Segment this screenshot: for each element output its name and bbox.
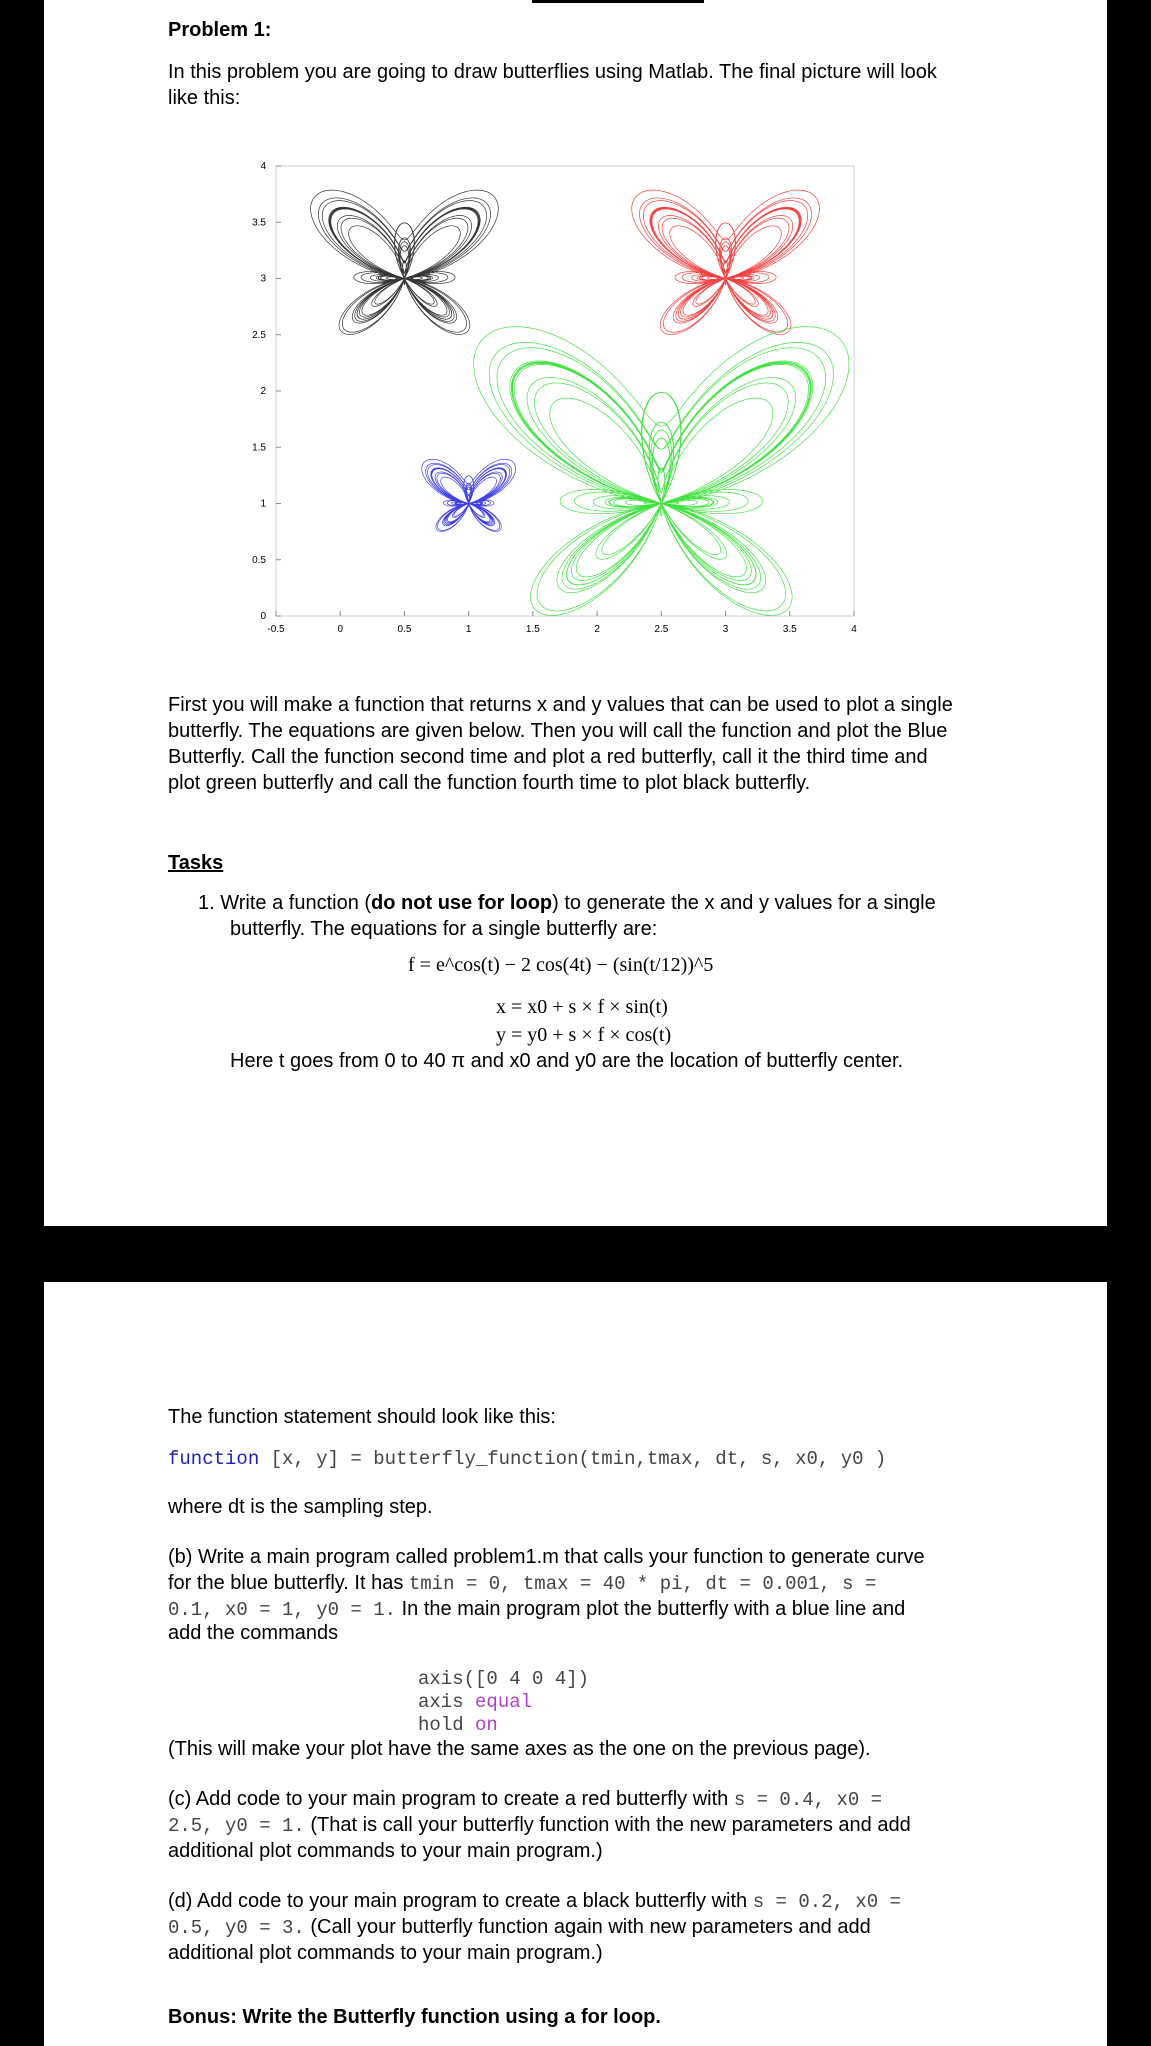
description-line-4: plot green butterfly and call the function fourth time to plot black butterfly. — [168, 772, 811, 794]
x-tick-label: 2 — [594, 624, 600, 635]
problem-heading: Problem 1: — [168, 19, 272, 41]
equation-f: f = e^cos(t) − 2 cos(4t) − (sin(t/12))^5 — [408, 954, 714, 976]
part-c-line-2-text: (That is call your butterfly function with the new parameters and add — [304, 1814, 911, 1836]
function-statement-label: The function statement should look like this: — [168, 1406, 556, 1428]
part-b-line-2-code: tmin = 0, tmax = 40 * pi, dt = 0.001, s = — [408, 1573, 877, 1595]
description-line-1: First you will make a function that returns x and y values that can be used to plot a single — [168, 694, 953, 716]
y-tick-label: 0 — [260, 611, 266, 622]
part-b-line-2 — [168, 1570, 876, 1597]
x-tick-label: 0 — [337, 624, 344, 635]
y-tick-label: 2 — [260, 386, 266, 397]
part-d-line-2-text: (Call your butterfly function again with new parameters and add — [304, 1916, 871, 1938]
y-tick-label: 1 — [260, 498, 266, 510]
function-keyword: function — [168, 1448, 260, 1470]
bonus-task: Bonus: Write the Butterfly function using a for loop. — [168, 2006, 661, 2028]
y-tick-label: 3.5 — [252, 217, 266, 229]
x-tick-label: 1.5 — [525, 624, 540, 635]
part-b-line-3-text: In the main program plot the butterfly with a blue line and — [396, 1598, 906, 1620]
page-1 — [44, 0, 1107, 1226]
part-d-line-3: additional plot commands to your main program.) — [168, 1942, 603, 1964]
code-hold-arg: on — [475, 1714, 498, 1736]
y-tick-label: 0.5 — [252, 554, 266, 566]
x-tick-label: 4 — [851, 624, 857, 635]
part-c-line-2 — [168, 1812, 911, 1839]
x-tick-label: -0.5 — [267, 624, 285, 635]
task-1-line-2: butterfly. The equations for a single butterfly are: — [230, 918, 658, 940]
part-d-line-2-code: 0.5, y0 = 3. — [168, 1917, 305, 1939]
description-line-3: Butterfly. Call the function second time and plot a red butterfly, call it the third time and — [168, 746, 928, 768]
function-statement-code — [168, 1446, 886, 1472]
equation-y: y = y0 + s × f × cos(t) — [496, 1024, 672, 1046]
part-d-line-1-code: s = 0.2, x0 = — [752, 1891, 901, 1913]
part-d-line-2 — [168, 1914, 871, 1941]
part-d-line-1 — [168, 1888, 901, 1915]
x-tick-label: 3.5 — [782, 624, 797, 635]
part-b-line-3-code: 0.1, x0 = 1, y0 = 1. — [168, 1599, 397, 1621]
part-c-line-3: additional plot commands to your main program.) — [168, 1840, 603, 1862]
page-2 — [44, 1282, 1107, 2046]
equation-x: x = x0 + s × f × sin(t) — [496, 996, 668, 1018]
dt-note: where dt is the sampling step. — [168, 1496, 433, 1518]
description-line-2: butterfly. The equations are given below. Then you will call the function and plot the Blue — [168, 720, 948, 742]
part-b-line-2-text: for the blue butterfly. It has — [168, 1572, 409, 1594]
y-tick-label: 1.5 — [252, 442, 266, 454]
task-1-bold: do not use for loop — [371, 892, 553, 914]
code-hold-keyword: hold — [418, 1714, 476, 1736]
task-1-suffix: ) to generate the x and y values for a single — [552, 892, 936, 914]
y-tick-label: 4 — [260, 161, 266, 172]
part-b-line-1: (b) Write a main program called problem1.m that calls your function to generate curve — [168, 1546, 925, 1568]
x-tick-label: 3 — [722, 624, 729, 635]
part-c-line-1 — [168, 1786, 882, 1813]
code-axis: axis([0 4 0 4]) — [418, 1668, 590, 1690]
part-c-line-2-code: 2.5, y0 = 1. — [168, 1815, 305, 1837]
task-1-prefix: 1. Write a function ( — [198, 892, 372, 914]
butterfly-chart — [194, 156, 914, 636]
part-b-line-3 — [168, 1596, 905, 1623]
tasks-heading: Tasks — [168, 852, 224, 874]
y-tick-label: 3 — [260, 273, 266, 285]
task-1-line-1 — [198, 890, 936, 916]
part-c-line-1-code: s = 0.4, x0 = — [733, 1789, 883, 1811]
part-c-line-1-text: (c) Add code to your main program to create a red butterfly with — [168, 1788, 734, 1810]
function-signature: [x, y] = butterfly_function(tmin,tmax, dt, s, x0, y0 ) — [259, 1448, 887, 1470]
part-d-line-1-text: (d) Add code to your main program to create a black butterfly with — [168, 1890, 753, 1912]
t-range-note: Here t goes from 0 to 40 π and x0 and y0 are the location of butterfly center. — [230, 1050, 904, 1072]
intro-line-1: In this problem you are going to draw butterflies using Matlab. The final picture will look — [168, 61, 937, 83]
x-tick-label: 2.5 — [654, 624, 669, 635]
code-axis-equal-keyword: axis — [418, 1691, 476, 1713]
x-tick-label: 0.5 — [397, 624, 412, 635]
top-rule — [532, 0, 704, 3]
y-tick-label: 2.5 — [252, 329, 266, 341]
intro-line-2: like this: — [168, 87, 241, 109]
x-tick-label: 1 — [465, 624, 472, 635]
code-hold-on — [418, 1712, 498, 1738]
part-b-line-4: add the commands — [168, 1622, 339, 1644]
part-b-note: (This will make your plot have the same axes as the one on the previous page). — [168, 1738, 871, 1760]
code-axis-equal-arg: equal — [475, 1691, 533, 1713]
